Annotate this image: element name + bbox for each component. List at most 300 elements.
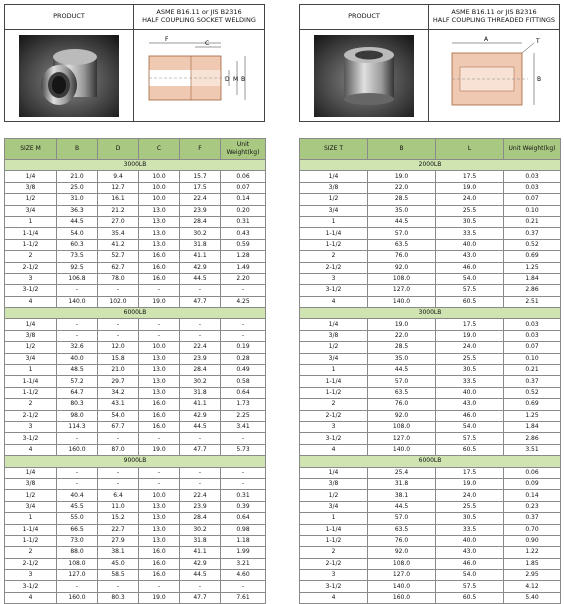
- table-cell: 1-1/4: [300, 524, 368, 535]
- table-cell: 44.5: [57, 216, 98, 227]
- table-cell: 57.0: [368, 376, 436, 387]
- table-cell: 3: [300, 421, 368, 432]
- table-cell: 1-1/2: [300, 535, 368, 546]
- table-cell: 76.0: [368, 399, 436, 410]
- table-row: [300, 216, 561, 227]
- table-cell: 31.8: [368, 478, 436, 489]
- pressure-class-label: 3000LB: [300, 308, 561, 319]
- table-cell: 92.0: [368, 262, 436, 273]
- table-cell: 45.5: [57, 501, 98, 512]
- table-cell: 140.0: [368, 444, 436, 455]
- product-label: PRODUCT: [5, 5, 133, 30]
- table-cell: 28.4: [180, 513, 221, 524]
- table-row: [5, 376, 266, 387]
- table-cell: 16.0: [139, 570, 180, 581]
- table-cell: 16.0: [139, 273, 180, 284]
- table-cell: 21.2: [98, 205, 139, 216]
- table-cell: -: [139, 330, 180, 341]
- table-cell: 0.03: [504, 330, 561, 341]
- table-cell: 44.5: [368, 501, 436, 512]
- table-cell: 1/4: [5, 467, 57, 478]
- table-cell: 57.5: [436, 433, 504, 444]
- table-row: [300, 319, 561, 330]
- table-cell: 108.0: [368, 421, 436, 432]
- table-cell: 30.5: [436, 365, 504, 376]
- table-cell: 6.4: [98, 490, 139, 501]
- pressure-class-row: [300, 456, 561, 467]
- table-cell: -: [98, 433, 139, 444]
- table-cell: 1-1/4: [5, 524, 57, 535]
- table-cell: 7.61: [221, 592, 266, 603]
- table-cell: 27.9: [98, 535, 139, 546]
- table-cell: 0.06: [504, 467, 561, 478]
- table-cell: 0.37: [504, 376, 561, 387]
- table-cell: 4: [300, 444, 368, 455]
- table-cell: 1.49: [221, 262, 266, 273]
- table-cell: 1-1/2: [300, 239, 368, 250]
- table-row: [300, 570, 561, 581]
- table-cell: 15.7: [180, 171, 221, 182]
- table-cell: 25.5: [436, 205, 504, 216]
- table-cell: 127.0: [368, 570, 436, 581]
- pressure-class-row: [5, 308, 266, 319]
- table-cell: 13.0: [139, 216, 180, 227]
- table-cell: 2-1/2: [300, 410, 368, 421]
- table-cell: 57.0: [368, 513, 436, 524]
- table-cell: 1.28: [221, 251, 266, 262]
- table-cell: 13.0: [139, 501, 180, 512]
- table-row: [5, 478, 266, 489]
- table-cell: 0.64: [221, 387, 266, 398]
- table-cell: 127.0: [57, 570, 98, 581]
- table-cell: 0.69: [504, 399, 561, 410]
- table-row: [300, 467, 561, 478]
- table-cell: 58.5: [98, 570, 139, 581]
- table-row: [5, 558, 266, 569]
- table-cell: 3-1/2: [300, 433, 368, 444]
- table-cell: 41.1: [180, 251, 221, 262]
- table-cell: 1/2: [300, 490, 368, 501]
- table-cell: 1/4: [5, 171, 57, 182]
- table-cell: 29.7: [98, 376, 139, 387]
- table-cell: 24.0: [436, 490, 504, 501]
- table-cell: 54.0: [436, 273, 504, 284]
- table-cell: 0.31: [221, 490, 266, 501]
- table-cell: 0.64: [221, 513, 266, 524]
- table-cell: 12.7: [98, 182, 139, 193]
- table-cell: 1: [5, 365, 57, 376]
- table-cell: 25.5: [436, 501, 504, 512]
- table-cell: 13.0: [139, 513, 180, 524]
- table-cell: 3/8: [300, 478, 368, 489]
- table-cell: 92.0: [368, 547, 436, 558]
- table-cell: 19.0: [139, 444, 180, 455]
- table-cell: 47.7: [180, 296, 221, 307]
- table-cell: 0.49: [221, 365, 266, 376]
- table-cell: 32.6: [57, 342, 98, 353]
- table-row: [5, 592, 266, 603]
- table-cell: 98.0: [57, 410, 98, 421]
- table-cell: 28.4: [180, 365, 221, 376]
- table-cell: 22.0: [368, 182, 436, 193]
- table-row: [300, 296, 561, 307]
- table-cell: 2: [5, 547, 57, 558]
- table-cell: 60.5: [436, 296, 504, 307]
- table-cell: 9.4: [98, 171, 139, 182]
- column-header: SIZE M: [5, 139, 57, 160]
- table-cell: 140.0: [368, 581, 436, 592]
- table-row: [300, 387, 561, 398]
- table-cell: 15.8: [98, 353, 139, 364]
- table-cell: 33.5: [436, 524, 504, 535]
- table-cell: 43.0: [436, 251, 504, 262]
- table-cell: 3/8: [5, 182, 57, 193]
- table-cell: 0.31: [221, 216, 266, 227]
- table-row: [300, 353, 561, 364]
- table-cell: 13.0: [139, 524, 180, 535]
- table-cell: 57.5: [436, 285, 504, 296]
- table-cell: 2.20: [221, 273, 266, 284]
- table-cell: 2-1/2: [5, 262, 57, 273]
- table-cell: 0.37: [504, 228, 561, 239]
- table-cell: 12.0: [98, 342, 139, 353]
- table-cell: 0.21: [504, 216, 561, 227]
- table-cell: 2: [300, 251, 368, 262]
- table-row: [300, 262, 561, 273]
- table-cell: 63.5: [368, 239, 436, 250]
- table-cell: -: [57, 478, 98, 489]
- table-cell: -: [98, 478, 139, 489]
- table-cell: 38.1: [368, 490, 436, 501]
- table-cell: 0.28: [221, 353, 266, 364]
- table-row: [5, 570, 266, 581]
- table-cell: 1-1/4: [5, 376, 57, 387]
- table-row: [5, 285, 266, 296]
- table-cell: 46.0: [436, 558, 504, 569]
- table-cell: 1/4: [300, 319, 368, 330]
- table-cell: 10.0: [139, 194, 180, 205]
- table-cell: 17.5: [436, 467, 504, 478]
- table-row: [300, 592, 561, 603]
- table-cell: 63.5: [368, 387, 436, 398]
- table-row: [300, 228, 561, 239]
- table-cell: 10.0: [139, 490, 180, 501]
- table-cell: 47.7: [180, 444, 221, 455]
- table-cell: 28.4: [180, 216, 221, 227]
- table-cell: 3.51: [504, 444, 561, 455]
- table-cell: 5.73: [221, 444, 266, 455]
- table-cell: -: [98, 285, 139, 296]
- table-row: [5, 421, 266, 432]
- table-cell: 140.0: [57, 296, 98, 307]
- table-cell: 3.21: [221, 558, 266, 569]
- threaded-coupling-photo: [300, 30, 428, 121]
- table-cell: -: [221, 581, 266, 592]
- table-cell: -: [57, 433, 98, 444]
- table-cell: 0.19: [221, 342, 266, 353]
- table-cell: 16.0: [139, 262, 180, 273]
- table-cell: 22.4: [180, 342, 221, 353]
- table-cell: 1-1/2: [5, 387, 57, 398]
- table-cell: 60.5: [436, 592, 504, 603]
- column-header: Unit Weight(kg): [504, 139, 561, 160]
- table-cell: -: [180, 319, 221, 330]
- table-cell: 108.0: [57, 558, 98, 569]
- table-cell: 42.9: [180, 558, 221, 569]
- table-cell: 13.0: [139, 239, 180, 250]
- table-cell: 2-1/2: [5, 410, 57, 421]
- table-row: [300, 501, 561, 512]
- table-row: [5, 387, 266, 398]
- dimension-a-label: A: [484, 35, 489, 43]
- table-cell: 2.95: [504, 570, 561, 581]
- dimension-b-label: B: [537, 75, 542, 83]
- table-cell: 0.03: [504, 171, 561, 182]
- table-cell: -: [57, 330, 98, 341]
- table-cell: 92.0: [368, 410, 436, 421]
- table-cell: 45.0: [98, 558, 139, 569]
- table-cell: 42.9: [180, 262, 221, 273]
- table-cell: 3.41: [221, 421, 266, 432]
- table-cell: 1/4: [5, 319, 57, 330]
- table-row: [5, 262, 266, 273]
- table-cell: 24.0: [436, 194, 504, 205]
- table-cell: 76.0: [368, 251, 436, 262]
- table-cell: 46.0: [436, 262, 504, 273]
- table-cell: 80.3: [98, 592, 139, 603]
- table-row: [300, 330, 561, 341]
- table-cell: 19.0: [139, 296, 180, 307]
- table-row: [300, 581, 561, 592]
- column-header: L: [436, 139, 504, 160]
- table-cell: 13.0: [139, 353, 180, 364]
- table-cell: 0.20: [221, 205, 266, 216]
- table-cell: 22.4: [180, 490, 221, 501]
- table-cell: 3: [5, 273, 57, 284]
- pressure-class-label: 9000LB: [5, 456, 266, 467]
- table-cell: 3-1/2: [5, 581, 57, 592]
- table-cell: 2-1/2: [300, 558, 368, 569]
- table-cell: 60.5: [436, 444, 504, 455]
- table-row: [300, 365, 561, 376]
- table-cell: 33.5: [436, 228, 504, 239]
- table-cell: 78.0: [98, 273, 139, 284]
- table-cell: 44.5: [368, 216, 436, 227]
- table-cell: -: [180, 581, 221, 592]
- table-cell: 11.0: [98, 501, 139, 512]
- table-cell: 22.0: [368, 330, 436, 341]
- table-cell: 38.1: [98, 547, 139, 558]
- table-cell: 4: [5, 296, 57, 307]
- table-cell: 5.40: [504, 592, 561, 603]
- table-cell: 1.25: [504, 410, 561, 421]
- table-cell: 0.06: [221, 171, 266, 182]
- table-row: [5, 296, 266, 307]
- column-header: SIZE T: [300, 139, 368, 160]
- table-cell: -: [139, 319, 180, 330]
- table-cell: 2-1/2: [300, 262, 368, 273]
- table-cell: 0.10: [504, 205, 561, 216]
- table-row: [300, 524, 561, 535]
- table-row: [5, 444, 266, 455]
- threaded-table: [299, 138, 561, 604]
- table-cell: -: [221, 478, 266, 489]
- table-cell: 108.0: [368, 273, 436, 284]
- table-row: [300, 444, 561, 455]
- table-cell: -: [139, 581, 180, 592]
- table-cell: -: [57, 285, 98, 296]
- pressure-class-label: 2000LB: [300, 160, 561, 171]
- threaded-coupling-diagram: [429, 30, 559, 121]
- table-row: [5, 524, 266, 535]
- table-cell: 10.0: [139, 182, 180, 193]
- table-cell: 47.7: [180, 592, 221, 603]
- table-cell: -: [139, 467, 180, 478]
- standard-caption: [429, 5, 559, 30]
- table-row: [300, 251, 561, 262]
- table-cell: 0.07: [221, 182, 266, 193]
- table-row: [5, 273, 266, 284]
- table-cell: 1/2: [5, 342, 57, 353]
- table-row: [300, 421, 561, 432]
- table-cell: 24.0: [436, 342, 504, 353]
- table-cell: 0.07: [504, 342, 561, 353]
- table-cell: 1-1/2: [300, 387, 368, 398]
- table-cell: 3-1/2: [5, 285, 57, 296]
- table-row: [5, 342, 266, 353]
- product-header-socket-weld: [4, 4, 265, 122]
- table-cell: 31.0: [57, 194, 98, 205]
- table-cell: 57.0: [368, 228, 436, 239]
- table-cell: -: [180, 433, 221, 444]
- table-cell: 4: [300, 592, 368, 603]
- table-cell: 2-1/2: [5, 558, 57, 569]
- table-cell: 28.5: [368, 194, 436, 205]
- table-cell: -: [221, 330, 266, 341]
- dimension-m-label: M: [233, 75, 239, 83]
- table-cell: 13.0: [139, 228, 180, 239]
- dimension-f-label: F: [165, 35, 169, 43]
- dimension-t-label: T: [536, 37, 540, 45]
- table-cell: 19.0: [368, 171, 436, 182]
- table-cell: 66.5: [57, 524, 98, 535]
- table-cell: 1: [300, 216, 368, 227]
- table-row: [300, 182, 561, 193]
- table-cell: 1/4: [300, 467, 368, 478]
- table-cell: -: [221, 285, 266, 296]
- table-row: [300, 342, 561, 353]
- table-cell: 54.0: [436, 421, 504, 432]
- table-cell: 23.9: [180, 205, 221, 216]
- table-cell: 2: [300, 547, 368, 558]
- table-cell: 13.0: [139, 365, 180, 376]
- table-row: [300, 535, 561, 546]
- table-cell: 13.0: [139, 376, 180, 387]
- table-row: [5, 399, 266, 410]
- table-cell: -: [180, 478, 221, 489]
- table-cell: 16.1: [98, 194, 139, 205]
- pressure-class-label: 6000LB: [5, 308, 266, 319]
- table-cell: 3/4: [5, 501, 57, 512]
- table-cell: 31.8: [180, 239, 221, 250]
- table-cell: 1.84: [504, 273, 561, 284]
- table-cell: 0.58: [221, 376, 266, 387]
- table-cell: -: [221, 433, 266, 444]
- table-cell: 0.70: [504, 524, 561, 535]
- standard-line-1: ASME B16.11 or JIS B2316: [156, 8, 242, 17]
- table-cell: 3/8: [300, 330, 368, 341]
- table-cell: 16.0: [139, 558, 180, 569]
- table-cell: 1.84: [504, 421, 561, 432]
- table-cell: 1.73: [221, 399, 266, 410]
- table-cell: 67.7: [98, 421, 139, 432]
- table-cell: 64.7: [57, 387, 98, 398]
- table-cell: 73.0: [57, 535, 98, 546]
- table-row: [300, 194, 561, 205]
- table-cell: -: [98, 467, 139, 478]
- table-row: [5, 228, 266, 239]
- table-cell: 4.25: [221, 296, 266, 307]
- pressure-class-row: [300, 160, 561, 171]
- table-cell: 54.0: [57, 228, 98, 239]
- table-row: [5, 239, 266, 250]
- table-cell: 22.4: [180, 194, 221, 205]
- table-cell: 0.90: [504, 535, 561, 546]
- table-cell: 3/8: [300, 182, 368, 193]
- table-cell: 160.0: [57, 444, 98, 455]
- table-row: [5, 353, 266, 364]
- socket-weld-panel: [4, 4, 265, 602]
- table-cell: 34.2: [98, 387, 139, 398]
- table-cell: 3/4: [300, 205, 368, 216]
- table-cell: 44.5: [180, 570, 221, 581]
- pressure-class-row: [5, 456, 266, 467]
- dimension-b-label: B: [241, 75, 246, 83]
- table-cell: 87.0: [98, 444, 139, 455]
- table-cell: 16.0: [139, 251, 180, 262]
- table-cell: 35.0: [368, 353, 436, 364]
- table-row: [5, 501, 266, 512]
- table-cell: 0.59: [221, 239, 266, 250]
- socket-weld-diagram: [134, 30, 264, 121]
- table-cell: 35.0: [368, 205, 436, 216]
- table-row: [300, 547, 561, 558]
- table-cell: 0.14: [221, 194, 266, 205]
- column-header: Unit Weight(kg): [221, 139, 266, 160]
- table-row: [300, 490, 561, 501]
- table-cell: 4.60: [221, 570, 266, 581]
- table-cell: 1: [300, 513, 368, 524]
- table-cell: -: [139, 433, 180, 444]
- table-cell: 1-1/4: [300, 376, 368, 387]
- table-cell: -: [98, 581, 139, 592]
- table-cell: 21.0: [98, 365, 139, 376]
- table-cell: 1-1/4: [300, 228, 368, 239]
- table-cell: 88.0: [57, 547, 98, 558]
- table-cell: 43.1: [98, 399, 139, 410]
- table-cell: 63.5: [368, 524, 436, 535]
- table-cell: 28.5: [368, 342, 436, 353]
- table-cell: 0.37: [504, 513, 561, 524]
- table-cell: 4: [5, 592, 57, 603]
- table-cell: 40.0: [436, 535, 504, 546]
- pressure-class-row: [5, 160, 266, 171]
- table-cell: 16.0: [139, 399, 180, 410]
- standard-line-2: HALF COUPLING SOCKET WELDING: [142, 16, 256, 24]
- table-cell: 19.0: [139, 592, 180, 603]
- table-cell: 114.3: [57, 421, 98, 432]
- table-row: [5, 365, 266, 376]
